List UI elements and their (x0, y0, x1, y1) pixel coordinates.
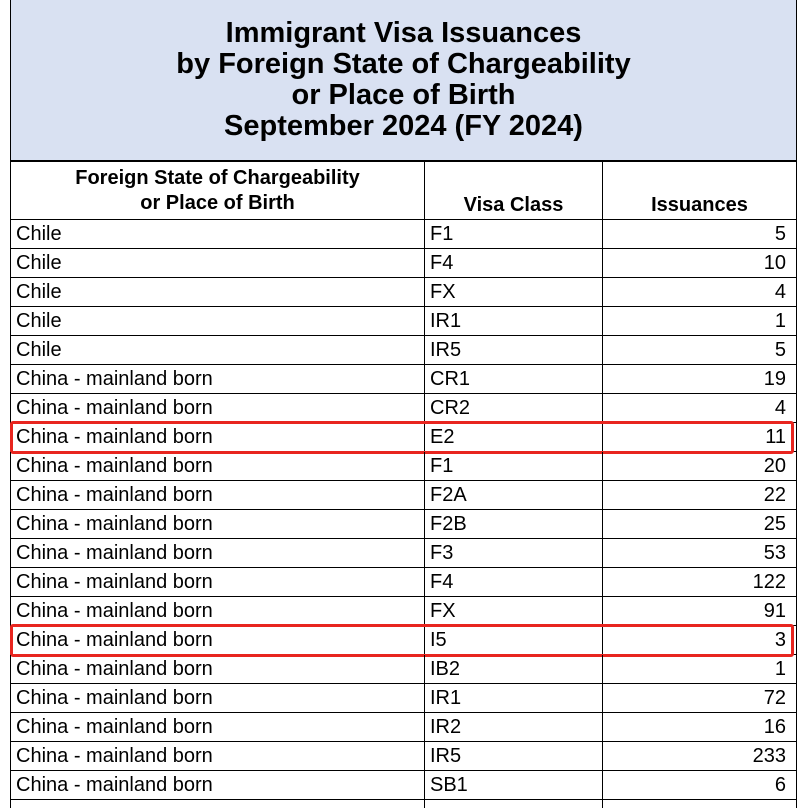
table-row (10, 713, 797, 742)
cell-visa-class[interactable]: IR1 (424, 684, 602, 713)
cell-country[interactable]: Chile (10, 336, 424, 365)
cell-issuances[interactable]: 233 (602, 742, 797, 771)
cell-visa-class[interactable]: E2 (424, 423, 602, 452)
cell-visa-class[interactable]: FX (424, 278, 602, 307)
cell-visa-class[interactable]: F1 (424, 220, 602, 249)
cell-visa-class[interactable]: FX (424, 597, 602, 626)
cell-visa-class[interactable]: F2B (424, 510, 602, 539)
cell-visa-class[interactable]: IB2 (424, 655, 602, 684)
cell-country[interactable]: China - mainland born (10, 771, 424, 800)
cell-issuances[interactable]: 5 (602, 336, 797, 365)
cell-country[interactable]: China - mainland born (10, 742, 424, 771)
title-line-4: September 2024 (FY 2024) (224, 110, 583, 142)
spreadsheet (10, 0, 797, 808)
table-row (10, 655, 797, 684)
cell-visa-class[interactable]: I5 (424, 626, 602, 655)
title-line-3: or Place of Birth (291, 79, 516, 111)
table-row (10, 800, 797, 808)
column-header-country (10, 160, 424, 220)
cell-visa-class[interactable]: F1 (424, 452, 602, 481)
cell-issuances[interactable]: 1 (602, 655, 797, 684)
table-row (10, 597, 797, 626)
cell-country[interactable] (10, 800, 424, 808)
cell-issuances[interactable] (602, 800, 797, 808)
table-row (10, 510, 797, 539)
table-row (10, 307, 797, 336)
cell-country[interactable]: Chile (10, 307, 424, 336)
cell-country[interactable]: China - mainland born (10, 423, 424, 452)
cell-issuances[interactable]: 20 (602, 452, 797, 481)
cell-issuances[interactable]: 4 (602, 278, 797, 307)
cell-country[interactable]: China - mainland born (10, 539, 424, 568)
cell-visa-class[interactable]: IR1 (424, 307, 602, 336)
table-row (10, 771, 797, 800)
cell-visa-class[interactable]: F2A (424, 481, 602, 510)
cell-visa-class[interactable]: CR1 (424, 365, 602, 394)
cell-issuances[interactable]: 6 (602, 771, 797, 800)
table-row (10, 626, 797, 655)
cell-issuances[interactable]: 25 (602, 510, 797, 539)
cell-issuances[interactable]: 16 (602, 713, 797, 742)
cell-visa-class[interactable]: IR5 (424, 742, 602, 771)
table-row (10, 220, 797, 249)
table-row (10, 336, 797, 365)
cell-country[interactable]: China - mainland born (10, 452, 424, 481)
cell-country[interactable]: China - mainland born (10, 394, 424, 423)
cell-country[interactable]: China - mainland born (10, 481, 424, 510)
cell-visa-class[interactable]: IR2 (424, 713, 602, 742)
cell-issuances[interactable]: 72 (602, 684, 797, 713)
report-title (10, 0, 797, 160)
table-row (10, 684, 797, 713)
title-line-2: by Foreign State of Chargeability (176, 48, 631, 80)
table-row (10, 423, 797, 452)
cell-issuances[interactable]: 1 (602, 307, 797, 336)
cell-issuances[interactable]: 22 (602, 481, 797, 510)
table-row (10, 481, 797, 510)
cell-country[interactable]: China - mainland born (10, 597, 424, 626)
cell-visa-class[interactable]: SB1 (424, 771, 602, 800)
cell-country[interactable]: Chile (10, 220, 424, 249)
cell-country[interactable]: China - mainland born (10, 713, 424, 742)
cell-visa-class[interactable]: F4 (424, 568, 602, 597)
cell-issuances[interactable]: 3 (602, 626, 797, 655)
cell-visa-class[interactable]: F4 (424, 249, 602, 278)
table-row (10, 452, 797, 481)
table-row (10, 539, 797, 568)
table-row (10, 568, 797, 597)
cell-issuances[interactable]: 19 (602, 365, 797, 394)
cell-country[interactable]: China - mainland born (10, 510, 424, 539)
cell-issuances[interactable]: 122 (602, 568, 797, 597)
cell-country[interactable]: China - mainland born (10, 655, 424, 684)
table-row (10, 394, 797, 423)
cell-issuances[interactable]: 5 (602, 220, 797, 249)
title-line-1: Immigrant Visa Issuances (225, 17, 582, 49)
table-row (10, 365, 797, 394)
cell-visa-class[interactable] (424, 800, 602, 808)
cell-country[interactable]: Chile (10, 278, 424, 307)
column-header-country-line2: or Place of Birth (140, 191, 295, 214)
table-row (10, 249, 797, 278)
cell-country[interactable]: China - mainland born (10, 365, 424, 394)
table-row (10, 742, 797, 771)
column-header-issuances: Issuances (602, 160, 797, 220)
cell-country[interactable]: Chile (10, 249, 424, 278)
cell-issuances[interactable]: 91 (602, 597, 797, 626)
cell-issuances[interactable]: 10 (602, 249, 797, 278)
column-header-country-line1: Foreign State of Chargeability (75, 166, 360, 189)
cell-issuances[interactable]: 53 (602, 539, 797, 568)
cell-issuances[interactable]: 4 (602, 394, 797, 423)
cell-country[interactable]: China - mainland born (10, 568, 424, 597)
table-row (10, 278, 797, 307)
cell-visa-class[interactable]: CR2 (424, 394, 602, 423)
cell-issuances[interactable]: 11 (602, 423, 797, 452)
cell-visa-class[interactable]: IR5 (424, 336, 602, 365)
column-header-visa-class: Visa Class (424, 160, 602, 220)
cell-country[interactable]: China - mainland born (10, 684, 424, 713)
cell-country[interactable]: China - mainland born (10, 626, 424, 655)
cell-visa-class[interactable]: F3 (424, 539, 602, 568)
